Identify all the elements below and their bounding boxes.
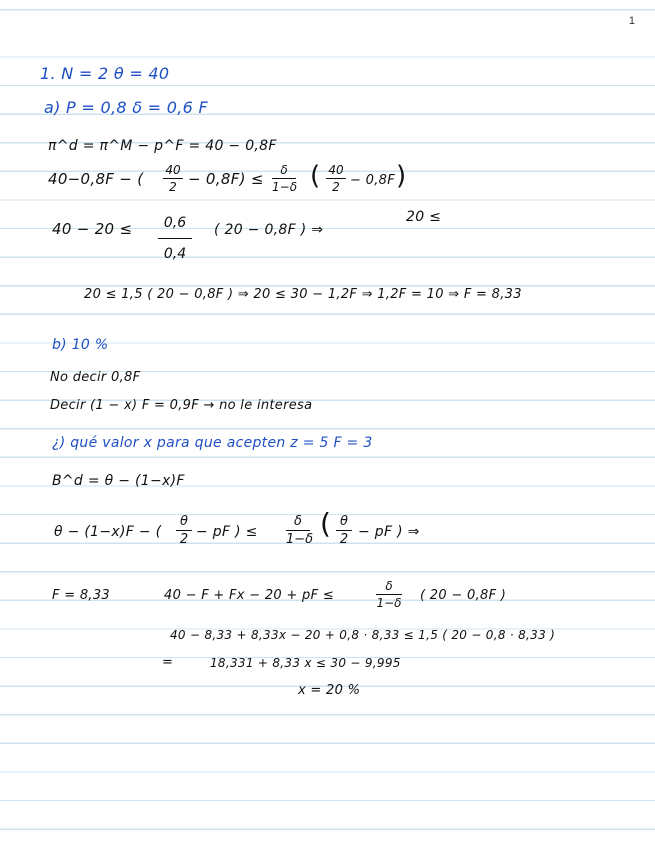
inequality-4-fraction-1: θ 2 [176,515,192,546]
inequality-4-mid: − pF ) ≤ [196,524,258,540]
inequality-2-right: ( 20 − 0,8F ) ⇒ [214,222,324,238]
inequality-4-open-paren: ( [320,507,331,540]
problem-title: 1. N = 2 θ = 40 [40,64,170,83]
inequality-2-left: 40 − 20 ≤ [52,220,133,238]
no-decir-line: No decir 0,8F [50,370,141,385]
inequality-4-right: − pF ) ⇒ [358,524,420,540]
inequality-5-right: ( 20 − 0,8F ) [420,588,507,603]
inequality-6: 40 − 8,33 + 8,33x − 20 + 0,8 · 8,33 ≤ 1,5 ( 20 − 0,8 · 8,33 ) [170,628,556,642]
inequality-4-fraction-3: θ 2 [336,515,352,546]
inequality-1-fraction-2: δ 1−δ [272,163,298,195]
part-b-header: b) 10 % [52,337,109,353]
question-line: ¿) qué valor x para que acepten z = 5 F = 3 [52,435,373,451]
inequality-4-fraction-2: δ 1−δ [286,514,314,548]
inequality-1-mid: − 0,8F) ≤ [188,170,264,188]
decir-line: Decir (1 − x) F = 0,9F → no le interesa [50,398,313,413]
inequality-4-left: θ − (1−x)F − ( [54,524,162,540]
inequality-7-equals: = [162,655,174,670]
page-number: 1 [628,15,635,27]
inequality-1-left: 40−0,8F − ( [48,170,144,188]
inequality-3: 20 ≤ 1,5 ( 20 − 0,8F ) ⇒ 20 ≤ 30 − 1,2F ⇒ 1,2F = 10 ⇒ F = 8,33 [84,287,522,302]
inequality-1-fraction-1: 40 2 [163,164,183,193]
inequality-5-fraction: δ 1−δ [376,579,402,611]
inequality-5-left: 40 − F + Fx − 20 + pF ≤ [164,588,335,603]
inequality-1-close-paren: ) [396,161,407,191]
f-value: F = 8,33 [52,588,110,603]
inequality-2-far: 20 ≤ [406,209,442,225]
inequality-1-right: − 0,8F [350,173,395,188]
deviation-b-line: B^d = θ − (1−x)F [52,473,185,489]
deviation-profit-line: π^d = π^M − p^F = 40 − 0,8F [48,138,277,154]
result-x: x = 20 % [298,683,361,698]
inequality-2-fraction: 0,6 0,4 [158,216,192,261]
inequality-7: 18,331 + 8,33 x ≤ 30 − 9,995 [210,656,401,670]
part-a-header: a) P = 0,8 δ = 0,6 F [44,98,208,117]
inequality-1-open-paren: ( [310,161,321,191]
inequality-1-fraction-3: 40 2 [326,164,346,193]
